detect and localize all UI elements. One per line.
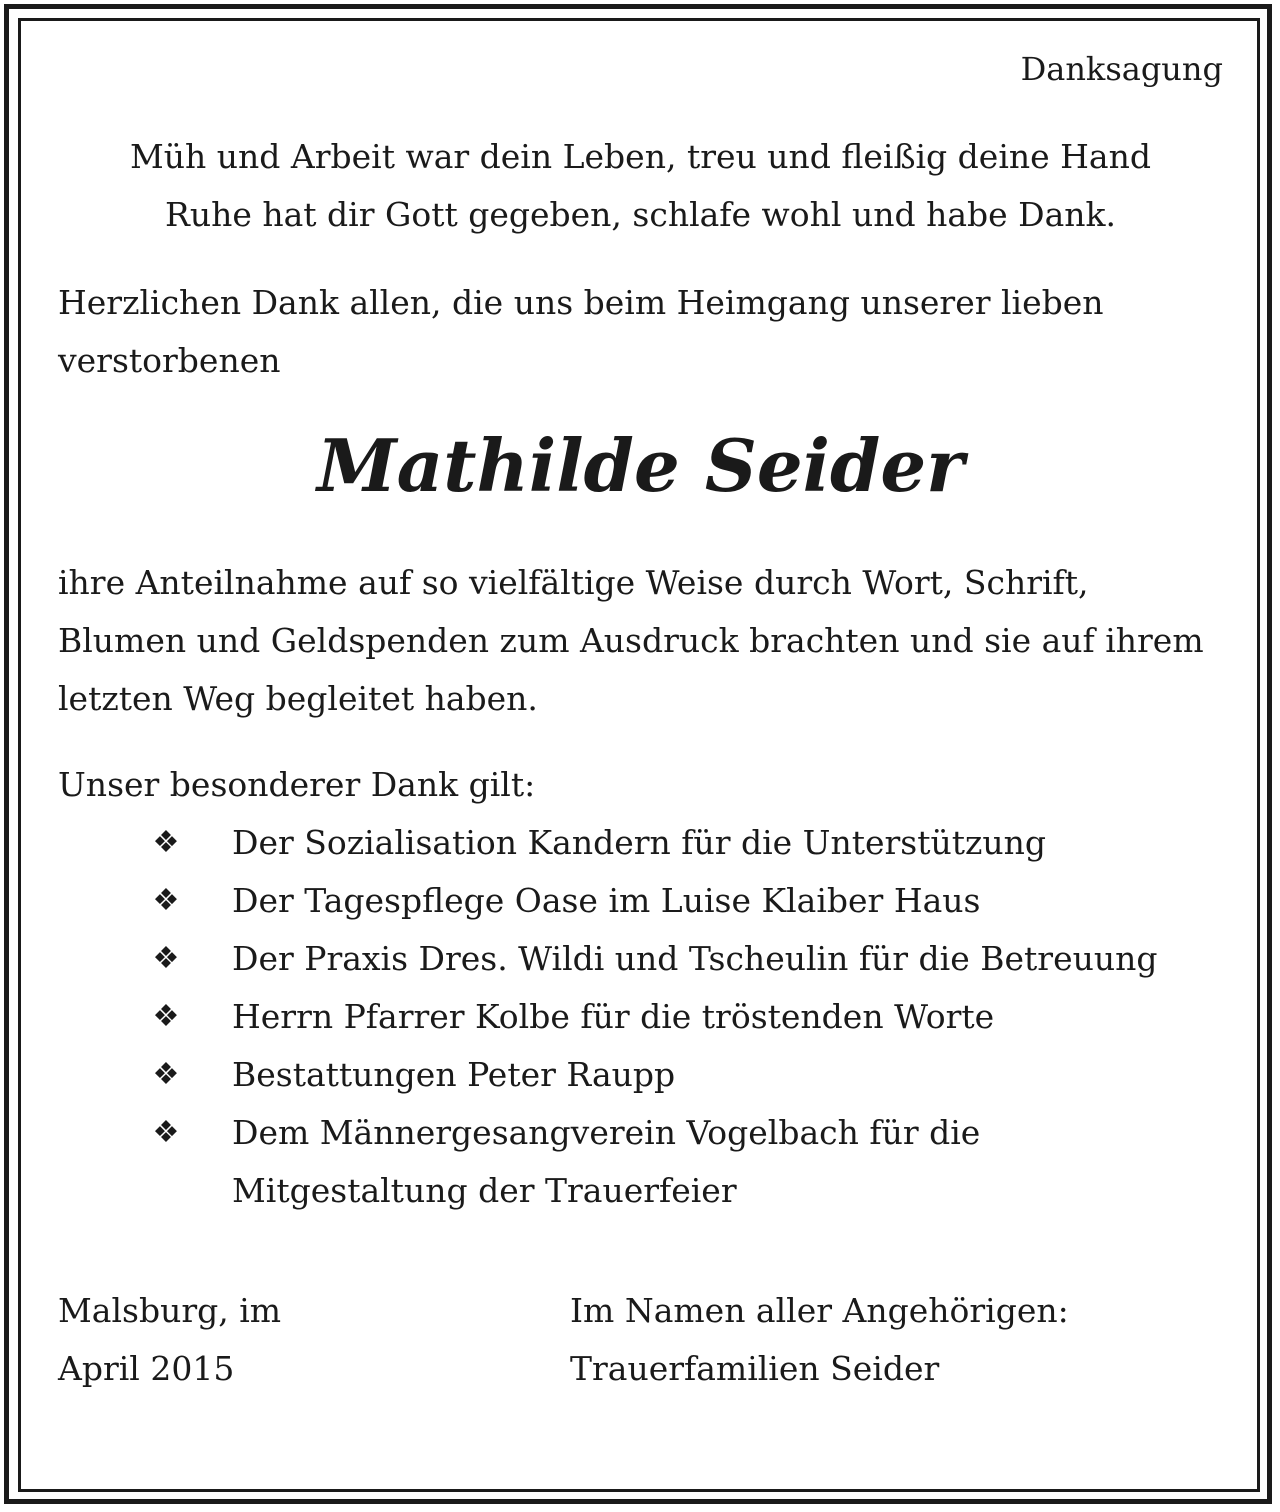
- poem-line-2: Ruhe hat dir Gott gegeben, schlafe wohl und habe Dank.: [164, 195, 1117, 234]
- diamond-bullet-icon: ❖: [152, 825, 180, 860]
- thanks-heading: Unser besonderer Dank gilt:: [58, 765, 536, 804]
- list-item-text: Bestattungen Peter Raupp: [232, 1055, 676, 1094]
- notice-content: [58, 40, 1223, 1398]
- poem: [58, 128, 1223, 244]
- diamond-bullet-icon: ❖: [152, 883, 180, 918]
- signature: [570, 1282, 1170, 1398]
- list-item: [58, 1104, 1223, 1220]
- date-line: April 2015: [58, 1349, 235, 1388]
- list-item: [58, 988, 1223, 1046]
- list-item-text: Der Praxis Dres. Wildi und Tscheulin für die Betreuung: [232, 939, 1158, 978]
- list-item-text: Der Sozialisation Kandern für die Unterstützung: [232, 823, 1047, 862]
- body-text: ihre Anteilnahme auf so vielfältige Weise durch Wort, Schrift, Blumen und Geldspenden zum Ausdruck brachten und sie auf ihrem letzten Weg begleitet haben.: [58, 563, 1204, 718]
- diamond-bullet-icon: ❖: [152, 941, 180, 976]
- intro-text: Herzlichen Dank allen, die uns beim Heimgang unserer lieben verstorbenen: [58, 283, 1104, 380]
- place-line: Malsburg, im: [58, 1291, 282, 1330]
- thanks-list: [58, 814, 1223, 1220]
- list-item-text: Der Tagespflege Oase im Luise Klaiber Haus: [232, 881, 981, 920]
- list-item: [58, 930, 1223, 988]
- diamond-bullet-icon: ❖: [152, 1115, 180, 1150]
- footer: [58, 1282, 1223, 1398]
- poem-line-1: Müh und Arbeit war dein Leben, treu und fleißig deine Hand: [130, 137, 1151, 176]
- list-item: [58, 1046, 1223, 1104]
- list-item: [58, 872, 1223, 930]
- diamond-bullet-icon: ❖: [152, 999, 180, 1034]
- signature-line-2: Trauerfamilien Seider: [570, 1349, 940, 1388]
- deceased-name: Mathilde Seider: [316, 423, 965, 508]
- list-item-text: Herrn Pfarrer Kolbe für die tröstenden Worte: [232, 997, 995, 1036]
- list-item-text: Dem Männergesangverein Vogelbach für die Mitgestaltung der Trauerfeier: [232, 1113, 981, 1210]
- diamond-bullet-icon: ❖: [152, 1057, 180, 1092]
- notice-title: Danksagung: [1020, 50, 1223, 88]
- signature-line-1: Im Namen aller Angehörigen:: [570, 1291, 1069, 1330]
- list-item: [58, 814, 1223, 872]
- place-date: [58, 1282, 458, 1398]
